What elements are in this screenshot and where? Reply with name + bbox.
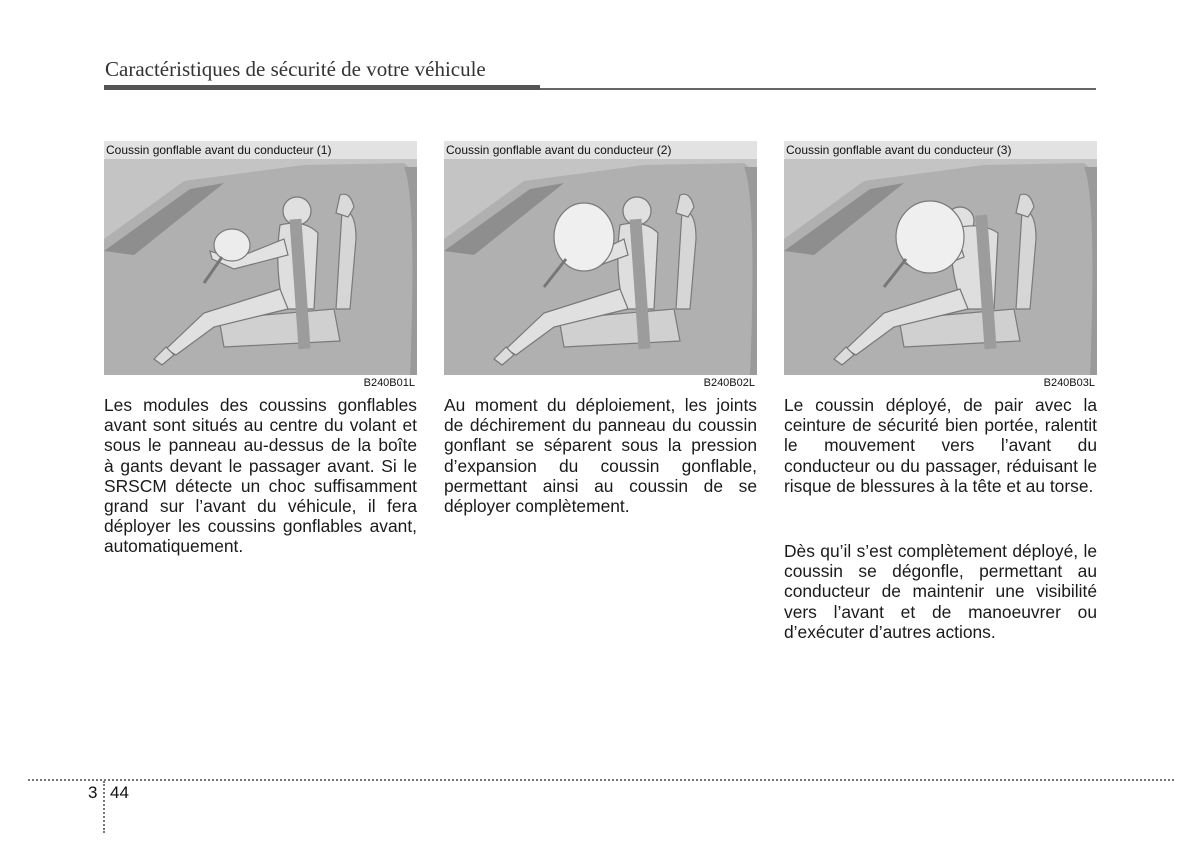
footer-dotted-rule <box>28 779 1174 781</box>
header-rule-thin <box>540 88 1096 90</box>
figure-code: B240B02L <box>703 377 755 389</box>
figure-caption: Coussin gonflable avant du conducteur (3) <box>786 143 1012 157</box>
figure-caption: Coussin gonflable avant du conducteur (2) <box>446 143 672 157</box>
figure-airbag-stage-2 <box>444 141 757 389</box>
figure-airbag-stage-3 <box>784 141 1097 389</box>
page-header-title: Caractéristiques de sécurité de votre véhicule <box>105 57 486 81</box>
driver-airbag-illustration-1 <box>104 159 417 375</box>
header-rule-thick <box>104 85 540 90</box>
driver-airbag-illustration-3 <box>784 159 1097 375</box>
driver-airbag-illustration-2 <box>444 159 757 375</box>
section-number: 3 <box>88 783 98 802</box>
footer-dotted-divider <box>103 781 105 833</box>
body-paragraph: Dès qu’il s’est complètement déployé, le coussin se dégonfle, permettant au conducteur de maintenir une visibilité vers l’avant et de manoeuvrer ou d’exécuter d’autres actions. <box>784 541 1097 642</box>
body-paragraph: Au moment du déploiement, les joints de déchirement du panneau du coussin gonflant se séparent sous la pression d’expansion du coussin gonflable, permettant ainsi au coussin de se déployer complètement. <box>444 395 757 517</box>
figure-code: B240B01L <box>363 377 415 389</box>
figure-caption: Coussin gonflable avant du conducteur (1) <box>106 143 332 157</box>
figure-code: B240B03L <box>1043 377 1095 389</box>
body-paragraph: Le coussin déployé, de pair avec la ceinture de sécurité bien portée, ralentit le mouvement vers l’avant du conducteur ou du passager, réduisant le risque de blessures à la tête et au torse. <box>784 395 1097 496</box>
body-paragraph: Les modules des coussins gonflables avant sont situés au centre du volant et sous le panneau au-dessus de la boîte à gants devant le passager avant. Si le SRSCM détecte un choc suffisamment grand sur l’avant du véhicule, il fera déployer les coussins gonflables avant, automatiquement. <box>104 395 417 557</box>
page-number: 44 <box>110 783 129 802</box>
figure-airbag-stage-1 <box>104 141 417 389</box>
